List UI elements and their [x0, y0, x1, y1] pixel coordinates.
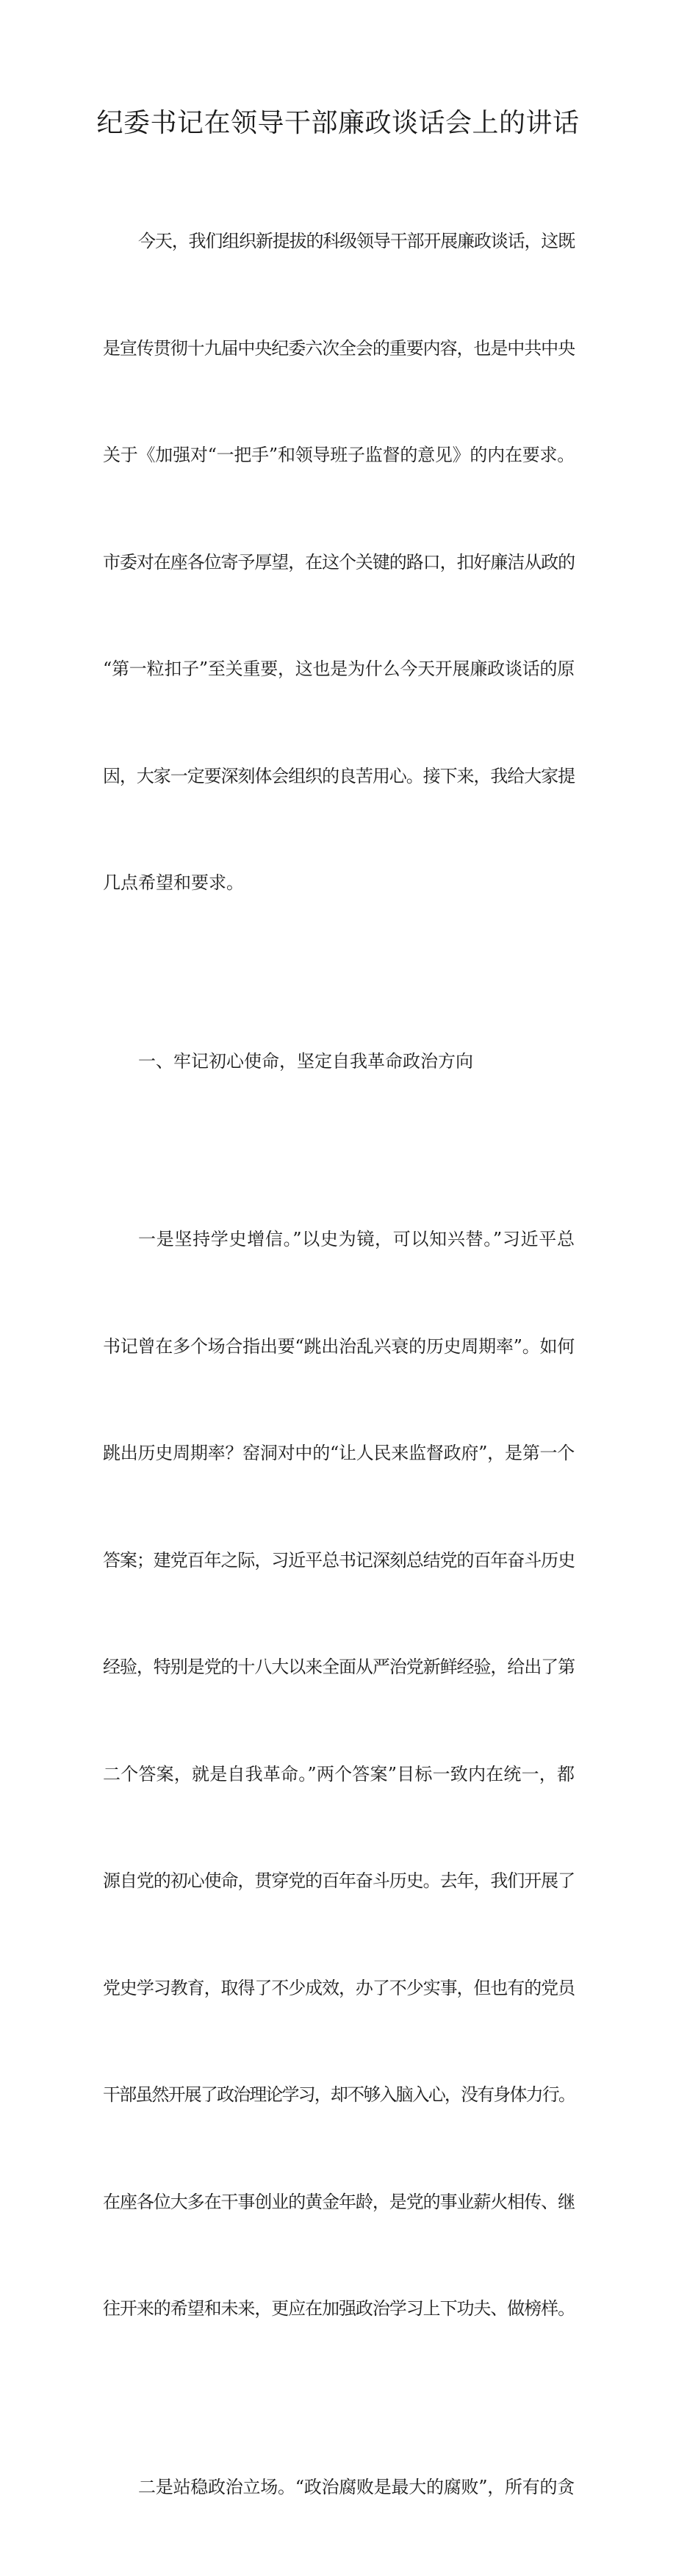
- text-line: 几点希望和要求。: [103, 865, 575, 901]
- text-line: 今天，我们组织新提拔的科级领导干部开展廉政谈话，这既: [103, 223, 575, 259]
- text-line: 是宣传贯彻十九届中央纪委六次全会的重要内容，也是中共中央: [103, 331, 575, 367]
- text-line: 跳出历史周期率？窑洞对中的“让人民来监督政府”，是第一个: [103, 1435, 575, 1471]
- text-line: 答案；建党百年之际，习近平总书记深刻总结党的百年奋斗历史: [103, 1543, 575, 1579]
- text-line: 在座各位大多在干事创业的黄金年龄，是党的事业薪火相传、继: [103, 2184, 575, 2220]
- section-heading-1: [103, 972, 575, 1151]
- text-line: 市委对在座各位寄予厚望，在这个关键的路口，扣好廉洁从政的: [103, 545, 575, 581]
- text-line: “第一粒扣子”至关重要，这也是为什么今天开展廉政谈话的原: [103, 651, 575, 687]
- document-body: [103, 152, 575, 2576]
- text-line: 二是站稳政治立场。“政治腐败是最大的腐败”，所有的贪: [103, 2469, 575, 2505]
- text-line: 一是坚持学史增信。”以史为镜，可以知兴替。”习近平总: [103, 1221, 575, 1257]
- text-line: 往开来的希望和未来，更应在加强政治学习上下功夫、做榜样。: [103, 2291, 575, 2327]
- document-title: 纪委书记在领导干部廉政谈话会上的讲话: [0, 104, 676, 143]
- text-line: 二个答案，就是自我革命。”两个答案”目标一致内在统一，都: [103, 1757, 575, 1793]
- text-line: 关于《加强对“一把手”和领导班子监督的意见》的内在要求。: [103, 437, 575, 473]
- text-line: 书记曾在多个场合指出要“跳出治乱兴衰的历史周期率”。如何: [103, 1329, 575, 1365]
- paragraph-history: [103, 1150, 575, 2398]
- text-line: 一、牢记初心使命，坚定自我革命政治方向: [103, 1044, 575, 1080]
- text-line: 党史学习教育，取得了不少成效，办了不少实事，但也有的党员: [103, 1970, 575, 2006]
- paragraph-political-stance: [103, 2398, 575, 2576]
- paragraph-intro: [103, 152, 575, 972]
- text-line: 因，大家一定要深刻体会组织的良苦用心。接下来，我给大家提: [103, 758, 575, 794]
- text-line: 干部虽然开展了政治理论学习，却不够入脑入心，没有身体力行。: [103, 2077, 575, 2113]
- text-line: 经验，特别是党的十八大以来全面从严治党新鲜经验，给出了第: [103, 1649, 575, 1685]
- text-line: 源自党的初心使命，贯穿党的百年奋斗历史。去年，我们开展了: [103, 1863, 575, 1899]
- document-page: [0, 0, 676, 956]
